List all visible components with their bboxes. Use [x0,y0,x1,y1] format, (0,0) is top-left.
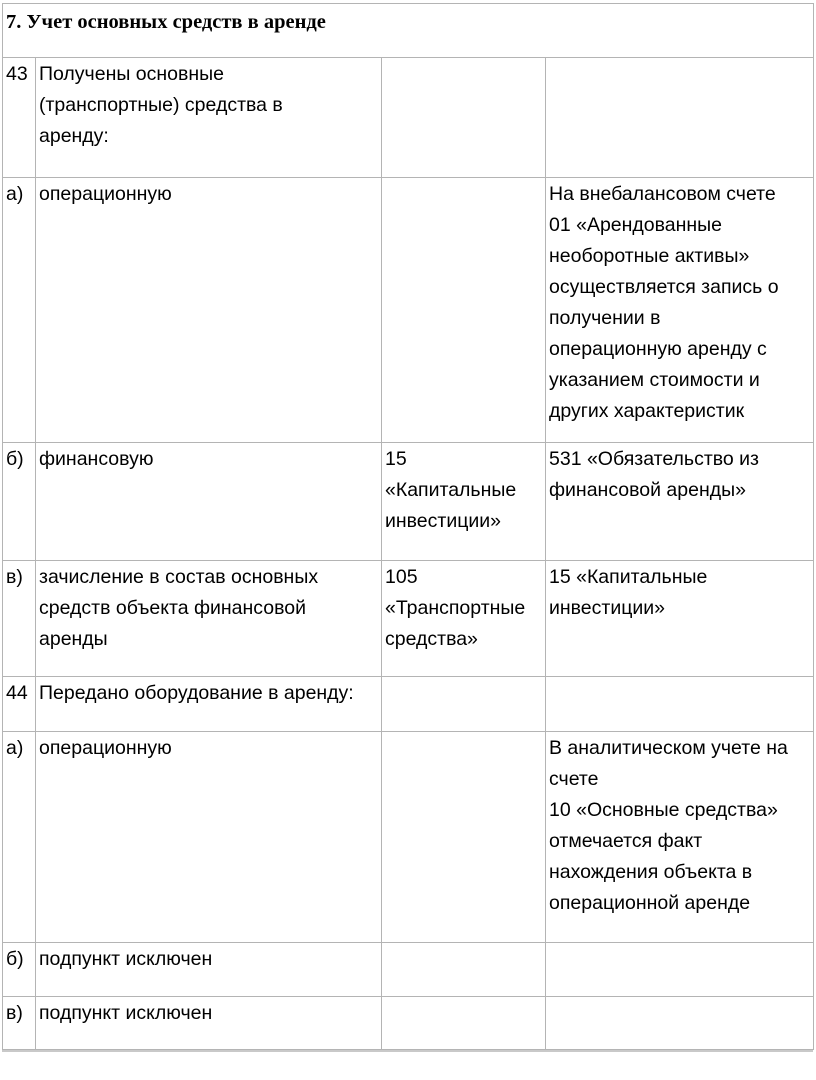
operation-text: финансовую [36,443,382,561]
table-row [3,677,814,732]
credit-cell: 531 «Обязательство из финансовой аренды» [546,443,814,561]
operation-text: операционную [36,732,382,943]
debit-cell [382,58,546,178]
table-row [3,178,814,443]
row-number: б) [3,943,36,997]
table-row [3,943,814,997]
operation-text: зачисление в состав основных средств объекта финансовой аренды [36,561,382,677]
row-number: б) [3,443,36,561]
table-row [3,732,814,943]
credit-cell: На внебалансовом счете 01 «Арендованные необоротные активы» осуществляется запись о получении в операционную аренду с указанием стоимости и других характеристик [546,178,814,443]
section-title: 7. Учет основных средств в аренде [3,4,814,58]
credit-cell [546,58,814,178]
row-number: 44 [3,677,36,732]
debit-cell: 15 «Капитальные инвестиции» [382,443,546,561]
lease-accounting-table [2,3,814,1050]
credit-cell [546,997,814,1050]
row-number: 43 [3,58,36,178]
table-row [3,58,814,178]
operation-text: Получены основные (транспортные) средства в аренду: [36,58,382,178]
credit-cell: 15 «Капитальные инвестиции» [546,561,814,677]
row-number: а) [3,732,36,943]
debit-cell [382,997,546,1050]
table-bottom-divider [2,1050,813,1052]
table-row [3,443,814,561]
debit-cell [382,677,546,732]
debit-cell [382,732,546,943]
table-row [3,561,814,677]
section-header-row [3,4,814,58]
operation-text: подпункт исключен [36,943,382,997]
debit-cell [382,943,546,997]
table-row [3,997,814,1050]
debit-cell: 105 «Транспортные средства» [382,561,546,677]
row-number: а) [3,178,36,443]
operation-text: Передано оборудование в аренду: [36,677,382,732]
operation-text: операционную [36,178,382,443]
credit-cell [546,677,814,732]
row-number: в) [3,997,36,1050]
debit-cell [382,178,546,443]
credit-cell [546,943,814,997]
row-number: в) [3,561,36,677]
credit-cell: В аналитическом учете на счете 10 «Основные средства» отмечается факт нахождения объекта в операционной аренде [546,732,814,943]
operation-text: подпункт исключен [36,997,382,1050]
